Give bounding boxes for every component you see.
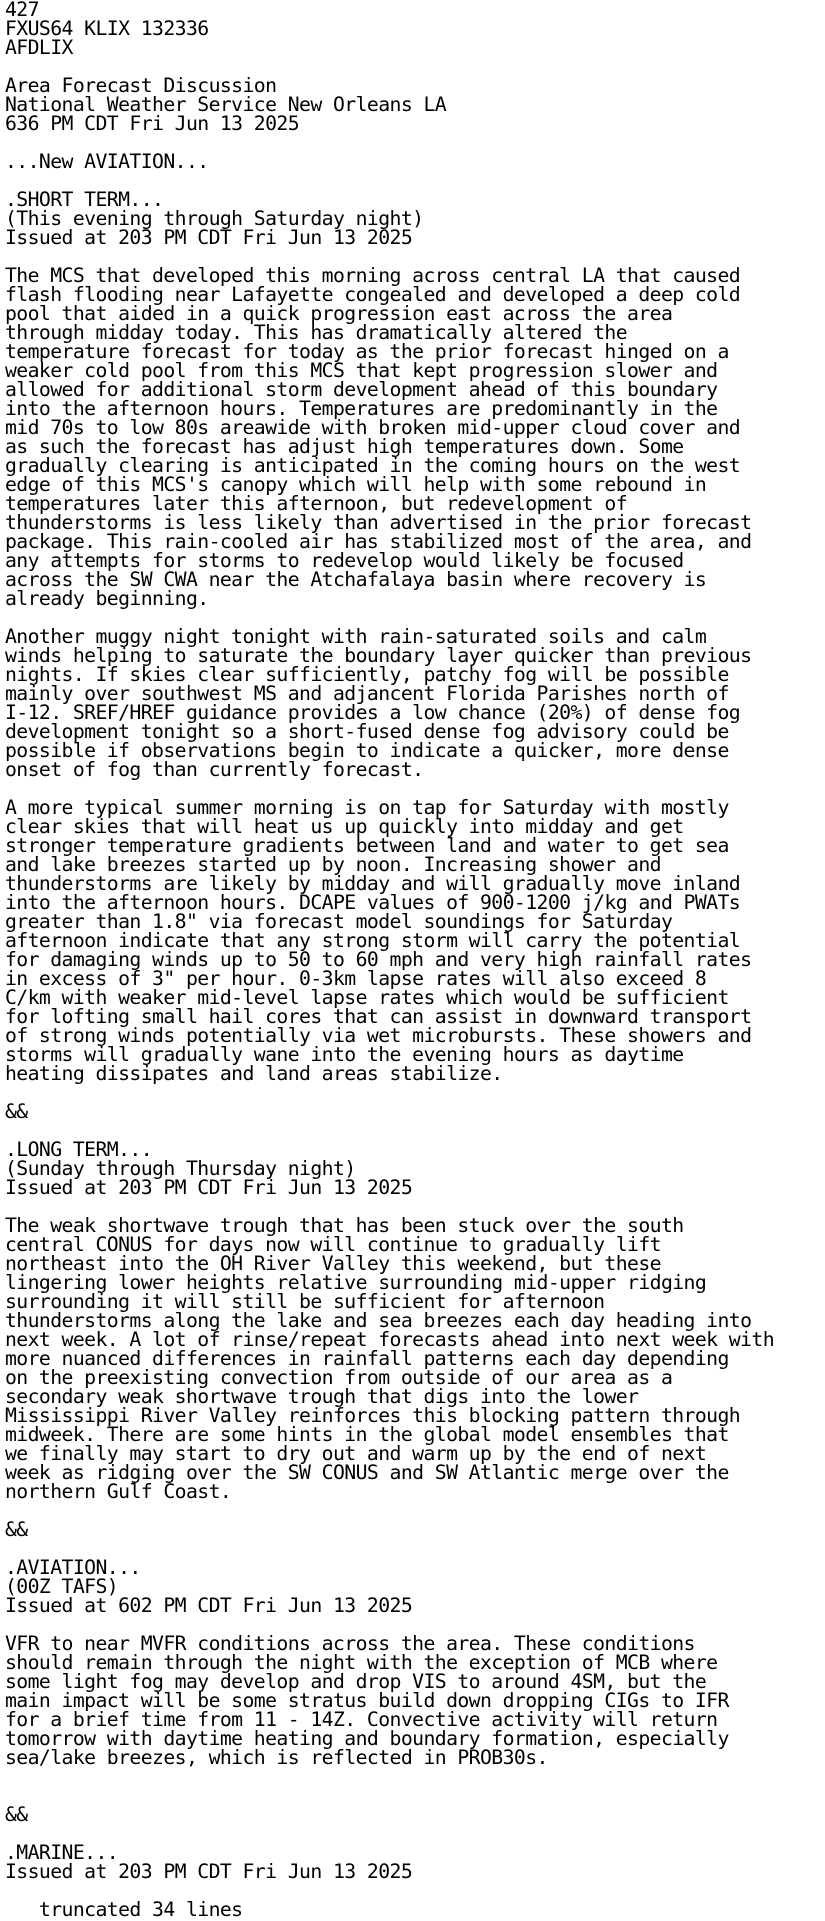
text-line: lingering lower heights relative surrounding mid-upper ridging: [5, 1271, 707, 1294]
text-line: next week. A lot of rinse/repeat forecasts ahead into next week with: [5, 1328, 775, 1351]
text-line: I-12. SREF/HREF guidance provides a low chance (20%) of dense fog: [5, 701, 741, 724]
text-line: midweek. There are some hints in the global model ensembles that: [5, 1423, 729, 1446]
text-line: central CONUS for days now will continue to gradually lift: [5, 1233, 661, 1256]
text-line: .MARINE...: [5, 1841, 119, 1864]
text-line: and lake breezes started up by noon. Increasing shower and: [5, 853, 661, 876]
text-line: sea/lake breezes, which is reflected in PROB30s.: [5, 1746, 548, 1769]
text-line: winds helping to saturate the boundary layer quicker than previous: [5, 644, 752, 667]
text-line: into the afternoon hours. Temperatures are predominantly in the: [5, 397, 718, 420]
text-line: (Sunday through Thursday night): [5, 1157, 356, 1180]
text-line: Mississippi River Valley reinforces this blocking pattern through: [5, 1404, 741, 1427]
text-line: we finally may start to dry out and warm up by the end of next: [5, 1442, 707, 1465]
text-line: clear skies that will heat us up quickly into midday and get: [5, 815, 684, 838]
text-line: .AVIATION...: [5, 1556, 141, 1579]
text-line: flash flooding near Lafayette congealed and developed a deep cold: [5, 283, 741, 306]
text-line: gradually clearing is anticipated in the coming hours on the west: [5, 454, 741, 477]
text-line: Another muggy night tonight with rain-saturated soils and calm: [5, 625, 707, 648]
text-line: &&: [5, 1803, 28, 1826]
text-line: development tonight so a short-fused dense fog advisory could be: [5, 720, 729, 743]
text-line: Issued at 602 PM CDT Fri Jun 13 2025: [5, 1594, 413, 1617]
text-line: mainly over southwest MS and adjancent Florida Parishes north of: [5, 682, 729, 705]
text-line: across the SW CWA near the Atchafalaya basin where recovery is: [5, 568, 707, 591]
text-line: for damaging winds up to 50 to 60 mph and very high rainfall rates: [5, 948, 752, 971]
text-line: should remain through the night with the exception of MCB where: [5, 1651, 718, 1674]
text-line: Issued at 203 PM CDT Fri Jun 13 2025: [5, 1860, 413, 1883]
text-line: in excess of 3" per hour. 0-3km lapse rates will also exceed 8: [5, 967, 707, 990]
text-line: tomorrow with daytime heating and boundary formation, especially: [5, 1727, 729, 1750]
text-line: possible if observations begin to indicate a quicker, more dense: [5, 739, 729, 762]
text-line: National Weather Service New Orleans LA: [5, 93, 447, 116]
text-line: C/km with weaker mid-level lapse rates which would be sufficient: [5, 986, 729, 1009]
text-line: some light fog may develop and drop VIS to around 4SM, but the: [5, 1670, 707, 1693]
text-line: weaker cold pool from this MCS that kept progression slower and: [5, 359, 718, 382]
text-line: ...New AVIATION...: [5, 150, 209, 173]
text-line: &&: [5, 1518, 28, 1541]
text-line: A more typical summer morning is on tap for Saturday with mostly: [5, 796, 729, 819]
text-line: as such the forecast has adjust high temperatures down. Some: [5, 435, 684, 458]
text-line: greater than 1.8" via forecast model soundings for Saturday: [5, 910, 673, 933]
text-line: (This evening through Saturday night): [5, 207, 424, 230]
text-line: FXUS64 KLIX 132336: [5, 17, 209, 40]
text-line: for a brief time from 11 - 14Z. Convective activity will return: [5, 1708, 718, 1731]
text-line: already beginning.: [5, 587, 209, 610]
text-line: into the afternoon hours. DCAPE values of 900-1200 j/kg and PWATs: [5, 891, 741, 914]
text-line: afternoon indicate that any strong storm will carry the potential: [5, 929, 741, 952]
text-line: onset of fog than currently forecast.: [5, 758, 424, 781]
text-line: more nuanced differences in rainfall patterns each day depending: [5, 1347, 729, 1370]
text-line: on the preexisting convection from outside of our area as a: [5, 1366, 673, 1389]
text-line: main impact will be some stratus build down dropping CIGs to IFR: [5, 1689, 729, 1712]
text-line: stronger temperature gradients between land and water to get sea: [5, 834, 729, 857]
text-line: Issued at 203 PM CDT Fri Jun 13 2025: [5, 226, 413, 249]
text-line: of strong winds potentially via wet microbursts. These showers and: [5, 1024, 752, 1047]
text-line: Area Forecast Discussion: [5, 74, 277, 97]
text-line: allowed for additional storm development ahead of this boundary: [5, 378, 718, 401]
text-line: temperatures later this afternoon, but redevelopment of: [5, 492, 628, 515]
text-line: nights. If skies clear sufficiently, patchy fog will be possible: [5, 663, 729, 686]
text-line: edge of this MCS's canopy which will help with some rebound in: [5, 473, 707, 496]
text-line: storms will gradually wane into the evening hours as daytime: [5, 1043, 684, 1066]
text-line: mid 70s to low 80s areawide with broken mid-upper cloud cover and: [5, 416, 741, 439]
text-line: package. This rain-cooled air has stabilized most of the area, and: [5, 530, 752, 553]
text-line: 636 PM CDT Fri Jun 13 2025: [5, 112, 300, 135]
text-line: &&: [5, 1100, 28, 1123]
text-line: .SHORT TERM...: [5, 188, 164, 211]
text-line: (00Z TAFS): [5, 1575, 119, 1598]
text-line: any attempts for storms to redevelop would likely be focused: [5, 549, 684, 572]
text-line: temperature forecast for today as the prior forecast hinged on a: [5, 340, 729, 363]
text-line: heating dissipates and land areas stabilize.: [5, 1062, 503, 1085]
text-line: week as ridging over the SW CONUS and SW Atlantic merge over the: [5, 1461, 729, 1484]
text-line: thunderstorms along the lake and sea breezes each day heading into: [5, 1309, 752, 1332]
text-line: northern Gulf Coast.: [5, 1480, 232, 1503]
text-line: pool that aided in a quick progression east across the area: [5, 302, 673, 325]
text-line: The MCS that developed this morning across central LA that caused: [5, 264, 741, 287]
text-line: Issued at 203 PM CDT Fri Jun 13 2025: [5, 1176, 413, 1199]
text-line: for lofting small hail cores that can assist in downward transport: [5, 1005, 752, 1028]
text-line: 427: [5, 0, 39, 21]
text-line: AFDLIX: [5, 36, 73, 59]
text-line: northeast into the OH River Valley this weekend, but these: [5, 1252, 661, 1275]
text-line: surrounding it will still be sufficient for afternoon: [5, 1290, 605, 1313]
text-line: thunderstorms is less likely than advertised in the prior forecast: [5, 511, 752, 534]
text-line: secondary weak shortwave trough that digs into the lower: [5, 1385, 639, 1408]
text-line: thunderstorms are likely by midday and will gradually move inland: [5, 872, 741, 895]
text-line: truncated 34 lines: [5, 1898, 243, 1921]
text-line: VFR to near MVFR conditions across the area. These conditions: [5, 1632, 695, 1655]
text-line: The weak shortwave trough that has been stuck over the south: [5, 1214, 684, 1237]
text-line: .LONG TERM...: [5, 1138, 153, 1161]
text-line: through midday today. This has dramatically altered the: [5, 321, 628, 344]
